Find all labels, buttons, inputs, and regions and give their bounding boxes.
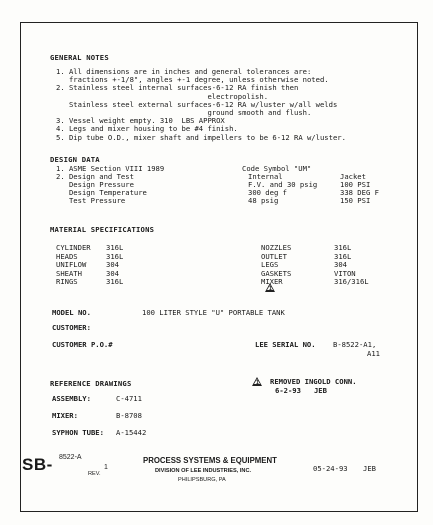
general-note-line: Stainless steel external surfaces-6-12 RA w/luster w/all welds [56,99,338,109]
material-name: HEADS [56,251,78,261]
revision-mark-2: 1 [256,380,259,386]
serial-value: B-8522-A1, [333,340,377,349]
material-value: VITON [334,268,356,278]
title-date: 05-24-93 [313,464,348,473]
sb-prefix: SB- [22,455,53,474]
design-row-jacket: 150 PSI [340,196,371,205]
general-note-line: electropolish. [56,91,269,101]
material-name: NOZZLES [261,243,292,252]
title-initials: JEB [363,464,376,473]
material-value: 316L [106,243,124,252]
reference-drawings-heading: REFERENCE DRAWINGS [50,379,132,388]
material-name: GASKETS [261,268,292,278]
revision-mark: 1 [269,286,272,292]
company-city: PHILIPSBURG, PA [178,477,226,483]
material-value: 304 [106,268,119,278]
general-note-line: 1. All dimensions are in inches and general tolerances are: [56,67,312,76]
ref-assembly-value: C-4711 [116,394,142,403]
serial-label: LEE SERIAL NO. [255,340,316,349]
material-value: 304 [334,260,347,269]
design-row-label: Design Temperature [56,188,147,197]
rev-value: 1 [104,464,108,471]
revision-note: REMOVED INGOLD CONN. [270,377,357,386]
general-note-line: 3. Vessel weight empty. 310 LBS APPROX [56,116,225,126]
customer-label: CUSTOMER: [52,323,91,332]
general-note-line: 2. Stainless steel internal surfaces-6-12 RA finish then [56,83,299,93]
drawing-number: 8522-A [59,454,82,461]
general-note-line: ground smooth and flush. [56,108,312,117]
design-row-jacket: 100 PSI [340,180,371,189]
material-value: 316L [106,251,124,261]
column-internal: Internal [248,172,283,181]
material-name: OUTLET [261,251,287,261]
design-row-internal: 48 psig [248,196,279,205]
company-name: PROCESS SYSTEMS & EQUIPMENT [143,456,277,465]
design-data-item1: 1. ASME Section VIII 1989 [56,164,165,173]
material-value: 304 [106,260,119,269]
material-name: CYLINDER [56,243,91,252]
model-value: 100 LITER STYLE "U" PORTABLE TANK [142,308,285,317]
code-symbol: Code Symbol "UM" [242,164,312,173]
serial-value-2: A11 [367,349,380,358]
material-value: 316L [334,251,352,261]
design-row-label: Design Pressure [56,180,134,189]
design-row-internal: 300 deg f [248,188,287,197]
company-division: DIVISION OF LEE INDUSTRIES, INC. [155,468,252,474]
ref-assembly-label: ASSEMBLY: [52,394,91,403]
material-name: SHEATH [56,268,82,278]
customer-po-label: CUSTOMER P.O.# [52,340,113,349]
design-row-internal: F.V. and 30 psig [248,180,318,189]
rev-label: REV. [88,471,101,477]
ref-syphon-value: A-15442 [116,428,147,437]
general-note-line: 4. Legs and mixer housing to be #4 finish. [56,124,238,134]
material-name: MIXER [261,277,283,286]
design-row-label: Test Pressure [56,196,126,205]
material-specs-heading: MATERIAL SPECIFICATIONS [50,225,155,234]
revision-date: 6-2-93 JEB [275,386,327,395]
model-label: MODEL NO. [52,308,91,317]
general-note-line: fractions +-1/8", angles +-1 degree, unless otherwise noted. [56,75,329,85]
ref-syphon-label: SYPHON TUBE: [52,428,104,437]
design-data-item2: 2. Design and Test [56,172,134,181]
design-row-jacket: 338 DEG F [340,188,379,197]
material-value: 316L [334,243,352,252]
ref-mixer-value: B-8708 [116,411,142,420]
material-value: 316/316L [334,277,369,286]
material-name: UNIFLOW [56,260,87,269]
material-name: RINGS [56,277,78,286]
material-value: 316L [106,277,124,286]
general-notes-heading: GENERAL NOTES [50,53,109,62]
ref-mixer-label: MIXER: [52,411,78,420]
general-note-line: 5. Dip tube O.D., mixer shaft and impellers to be 6-12 RA w/luster. [56,132,346,142]
column-jacket: Jacket [340,172,366,181]
design-data-heading: DESIGN DATA [50,155,100,164]
material-name: LEGS [261,260,279,269]
